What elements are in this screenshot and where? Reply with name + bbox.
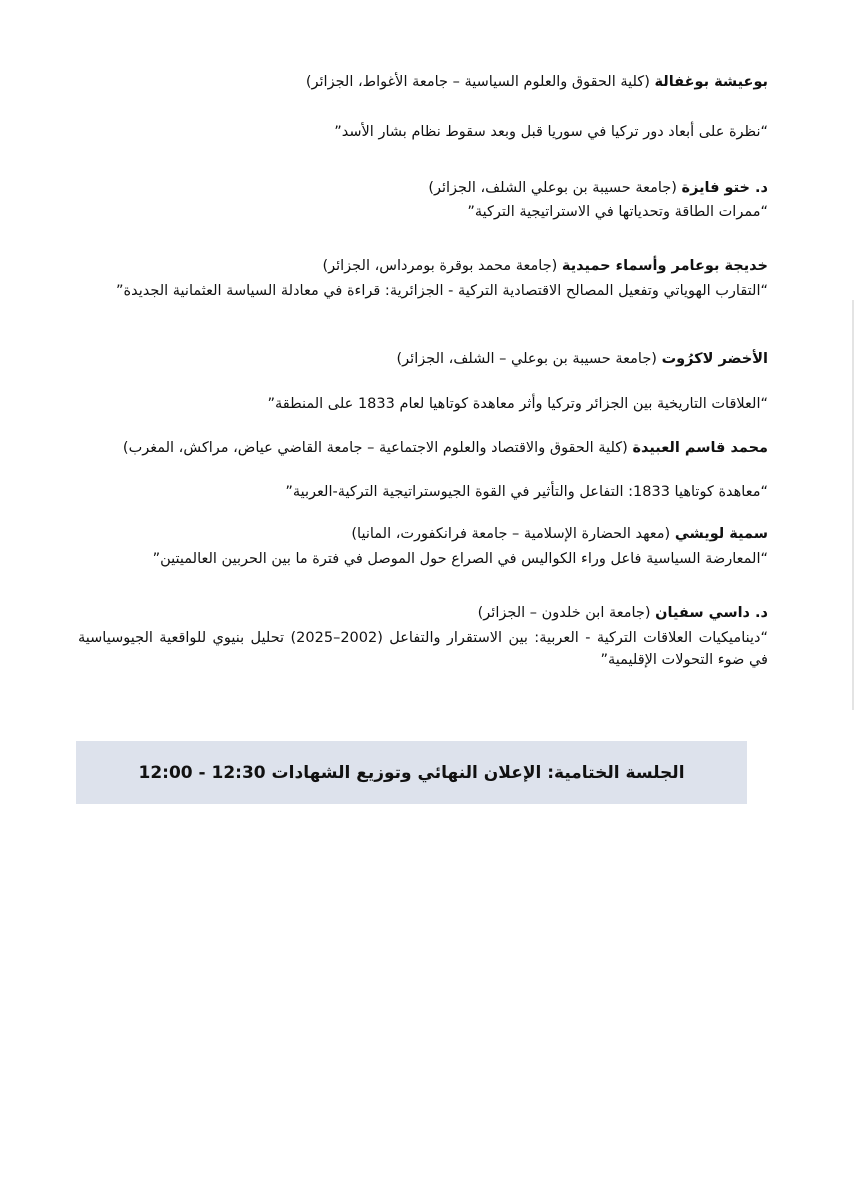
speaker-name: خديجة بوعامر وأسماء حميدية	[561, 258, 768, 274]
paper-title: “ديناميكيات العلاقات التركية - العربية: بين الاستقرار والتفاعل (2002–2025) تحليل بنيوي للواقعية الجيوسياسية في ضوء التحولات الإقليمية”	[78, 630, 768, 668]
closing-session-text: الجلسة الختامية: الإعلان النهائي وتوزيع الشهادات 12:30 - 12:00	[138, 762, 685, 783]
speaker-name: بوعيشة بوغفالة	[654, 74, 768, 90]
speaker-affiliation: (جامعة ابن خلدون – الجزائر)	[477, 605, 651, 621]
speaker-affiliation: (جامعة محمد بوقرة بومرداس، الجزائر)	[322, 258, 558, 274]
speaker-name: سمية لويشي	[674, 526, 768, 542]
speaker-affiliation: (جامعة حسيبة بن بوعلي – الشلف، الجزائر)	[396, 351, 657, 367]
entry-7-header	[78, 602, 768, 624]
closing-session-banner	[76, 741, 747, 804]
speaker-name: د. داسي سفيان	[655, 605, 768, 621]
speaker-name: الأخضر لاكرُوت	[661, 351, 768, 367]
paper-title: “معاهدة كوتاهيا 1833: التفاعل والتأثير في القوة الجيوستراتيجية التركية-العربية”	[285, 484, 768, 500]
entry-3-header	[78, 255, 768, 277]
entry-5-header	[78, 437, 768, 459]
speaker-affiliation: (كلية الحقوق والاقتصاد والعلوم الاجتماعية – جامعة القاضي عياض، مراكش، المغرب)	[122, 440, 628, 456]
speaker-affiliation: (كلية الحقوق والعلوم السياسية – جامعة الأغواط، الجزائر)	[305, 74, 650, 90]
paper-title: “نظرة على أبعاد دور تركيا في سوريا قبل وبعد سقوط نظام بشار الأسد”	[334, 124, 768, 140]
entry-6-header	[78, 523, 768, 545]
speaker-name: محمد قاسم العبيدة	[632, 440, 768, 456]
entry-1-header	[78, 71, 768, 93]
speaker-name: د. ختو فايزة	[681, 180, 768, 196]
paper-title: “التقارب الهوياتي وتفعيل المصالح الاقتصادية التركية - الجزائرية: قراءة في معادلة السياسة العثمانية الجديدة”	[115, 283, 768, 299]
speaker-affiliation: (معهد الحضارة الإسلامية – جامعة فرانكفورت، المانيا)	[351, 526, 671, 542]
paper-title: “ممرات الطاقة وتحدياتها في الاستراتيجية التركية”	[467, 204, 768, 220]
entry-2-header	[78, 177, 768, 199]
entry-4-header	[78, 348, 768, 370]
paper-title: “المعارضة السياسية فاعل وراء الكواليس في الصراع حول الموصل في فترة ما بين الحربين العالميتين”	[152, 551, 768, 567]
speaker-affiliation: (جامعة حسيبة بن بوعلي الشلف، الجزائر)	[428, 180, 677, 196]
paper-title: “العلاقات التاريخية بين الجزائر وتركيا وأثر معاهدة كوتاهيا لعام 1833 على المنطقة”	[267, 396, 768, 412]
